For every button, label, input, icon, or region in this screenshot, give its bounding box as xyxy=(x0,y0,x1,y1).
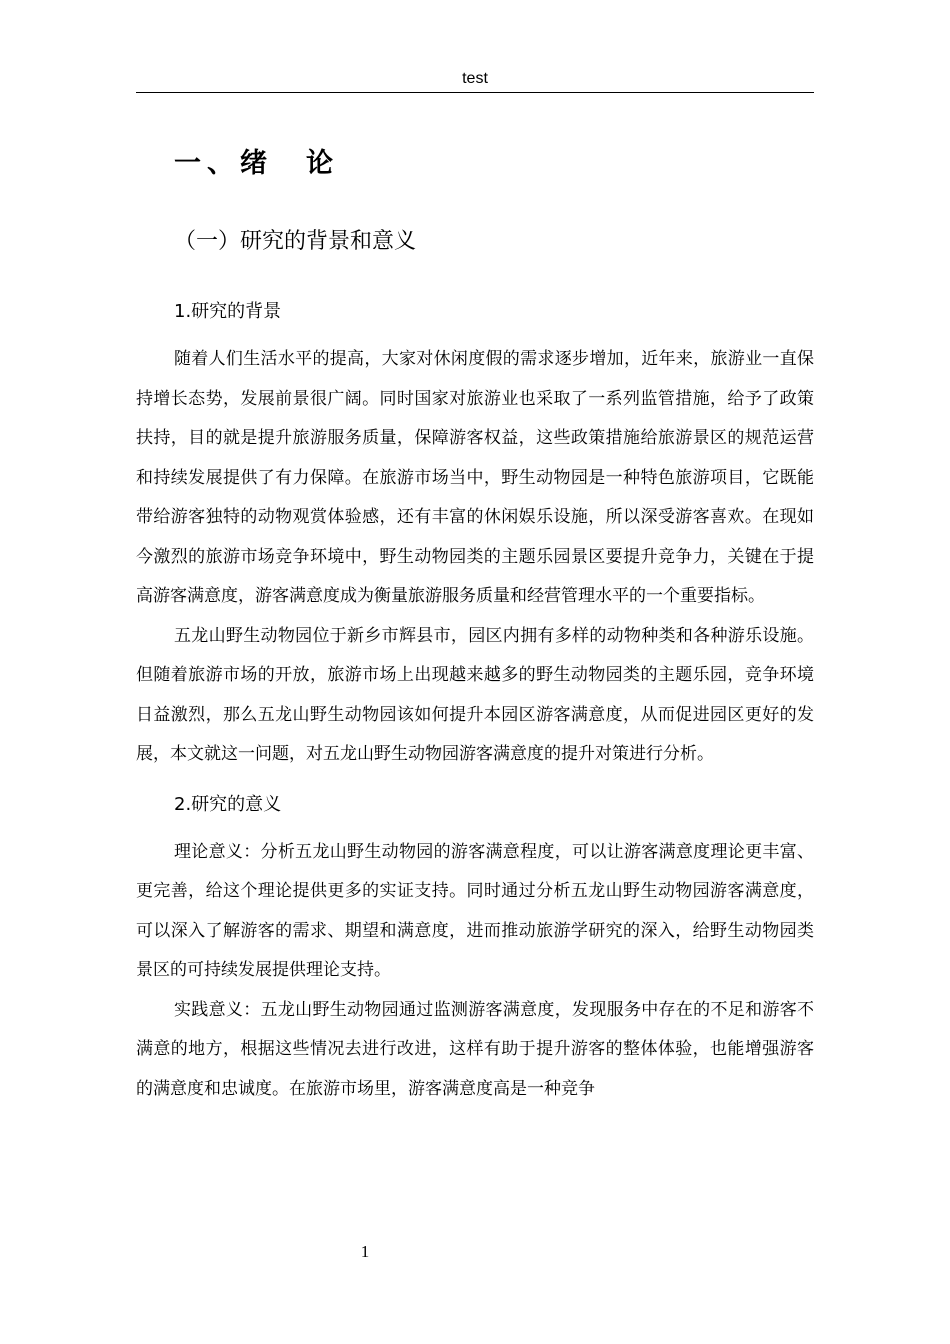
subsection-title-background: 1.研究的背景 xyxy=(174,301,282,322)
page-header: test xyxy=(462,70,488,87)
paragraph: 随着人们生活水平的提高，大家对休闲度假的需求逐步增加，近年来，旅游业一直保持增长态势，发展前景很广阔。同时国家对旅游业也采取了一系列监管措施，给予了政策扶持，目的就是提升旅游服务质量，保障游客权益，这些政策措施给旅游景区的规范运营和持续发展提供了有力保障。在旅游市场当中，野生动物园是一种特色旅游项目，它既能带给游客独特的动物观赏体验感，还有丰富的休闲娱乐设施，所以深受游客喜欢。在现如今激烈的旅游市场竞争环境中，野生动物园类的主题乐园景区要提升竞争力，关键在于提高游客满意度，游客满意度成为衡量旅游服务质量和经营管理水平的一个重要指标。 xyxy=(136,349,814,606)
paragraph: 实践意义：五龙山野生动物园通过监测游客满意度，发现服务中存在的不足和游客不满意的地方，根据这些情况去进行改进，这样有助于提升游客的整体体验，也能增强游客的满意度和忠诚度。在旅游市场里，游客满意度高是一种竞争 xyxy=(136,999,814,1099)
page-number: 1 xyxy=(360,1242,370,1261)
paragraph: 五龙山野生动物园位于新乡市辉县市，园区内拥有多样的动物种类和各种游乐设施。但随着旅游市场的开放，旅游市场上出现越来越多的野生动物园类的主题乐园，竞争环境日益激烈，那么五龙山野生动物园该如何提升本园区游客满意度，从而促进园区更好的发展，本文就这一问题，对五龙山野生动物园游客满意度的提升对策进行分析。 xyxy=(136,625,814,764)
subsection-title-significance: 2.研究的意义 xyxy=(174,793,282,815)
page-content xyxy=(136,140,814,1109)
section-title: （一）研究的背景和意义 xyxy=(174,229,417,254)
header-divider xyxy=(136,92,814,93)
paragraph: 理论意义：分析五龙山野生动物园的游客满意程度，可以让游客满意度理论更丰富、更完善，给这个理论提供更多的实证支持。同时通过分析五龙山野生动物园游客满意度，可以深入了解游客的需求、期望和满意度，进而推动旅游学研究的深入，给野生动物园类景区的可持续发展提供理论支持。 xyxy=(136,841,814,980)
chapter-title: 一、绪 论 xyxy=(174,148,339,179)
